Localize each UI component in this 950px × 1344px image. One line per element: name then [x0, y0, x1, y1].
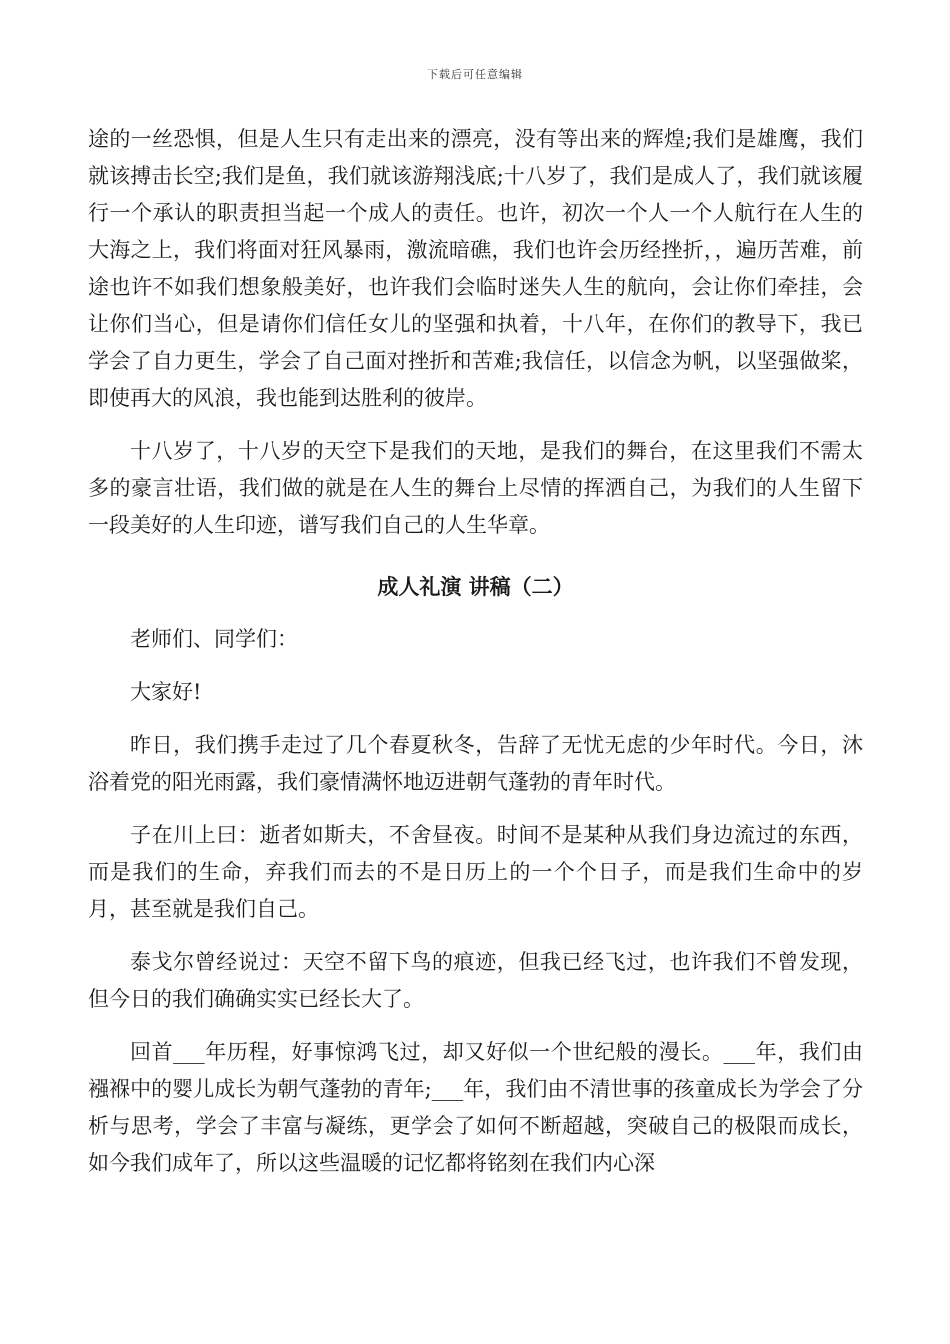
body-paragraph: 途的一丝恐惧，但是人生只有走出来的漂亮，没有等出来的辉煌;我们是雄鹰，我们就该搏击长空;我们是鱼，我们就该游翔浅底;十八岁了，我们是成人了，我们就该履行一个承认的职责担当起一个成人的责任。也许，初次一个人一个人航行在人生的大海之上，我们将面对狂风暴雨，激流暗礁，我们也许会历经挫折，，遍历苦难，前途也许不如我们想象般美好，也许我们会临时迷失人生的航向，会让你们牵挂，会让你们当心，但是请你们信任女儿的坚强和执着，十八年，在你们的教导下，我已学会了自力更生，学会了自己面对挫折和苦难;我信任，以信念为帆，以坚强做桨，即使再大的风浪，我也能到达胜利的彼岸。	[88, 127, 863, 410]
salutation: 老师们、同学们：	[130, 627, 298, 651]
page-header-note: 下载后可任意编辑	[427, 68, 523, 81]
body-paragraph: 泰戈尔曾经说过：天空不留下鸟的痕迹，但我已经飞过，也许我们不曾发现，但今日的我们确确实实已经长大了。	[88, 950, 863, 1011]
body-paragraph: 子在川上曰：逝者如斯夫，不舍昼夜。时间不是某种从我们身边流过的东西，而是我们的生命，弃我们而去的不是日历上的一个个日子，而是我们生命中的岁月，甚至就是我们自己。	[88, 823, 863, 921]
body-paragraph: 回首___年历程，好事惊鸿飞过，却又好似一个世纪般的漫长。___年，我们由襁褓中的婴儿成长为朝气蓬勃的青年;___年，我们由不清世事的孩童成长为学会了分析与思考，学会了丰富与凝练，更学会了如何不断超越，突破自己的极限而成长，如今我们成年了，所以这些温暖的记忆都将铭刻在我们内心深	[88, 1040, 863, 1175]
document-body	[88, 121, 863, 1182]
body-paragraph: 昨日，我们携手走过了几个春夏秋冬，告辞了无忧无虑的少年时代。今日，沐浴着党的阳光雨露，我们豪情满怀地迈进朝气蓬勃的青年时代。	[88, 733, 863, 794]
body-paragraph: 十八岁了，十八岁的天空下是我们的天地，是我们的舞台，在这里我们不需太多的豪言壮语，我们做的就是在人生的舞台上尽情的挥洒自己，为我们的人生留下一段美好的人生印迹，谱写我们自己的人生华章。	[88, 439, 863, 537]
section-title: 成人礼演 讲稿（二）	[377, 574, 574, 599]
greeting-line: 大家好!	[130, 680, 202, 704]
